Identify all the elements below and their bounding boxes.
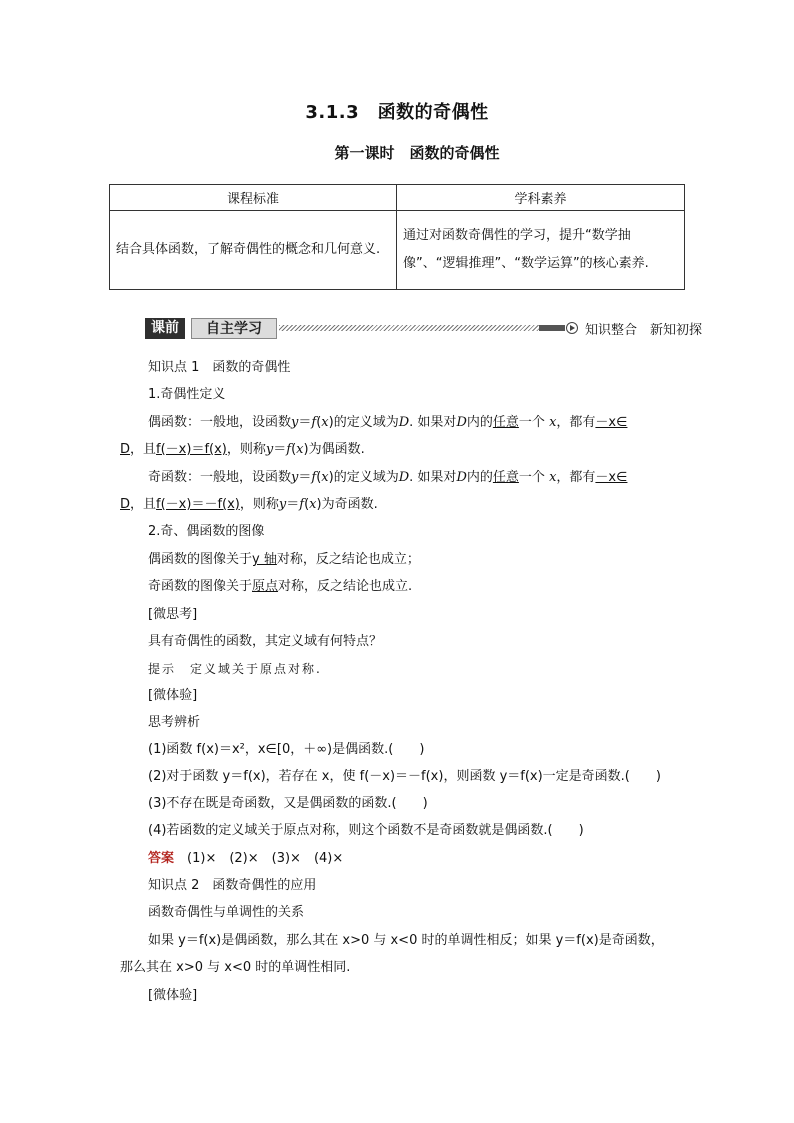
play-icon [566, 322, 578, 334]
question-3: (3)不存在既是奇函数，又是偶函数的函数.( ) [148, 796, 428, 811]
question-4: (4)若函数的定义域关于原点对称，则这个函数不是奇函数就是偶函数.( ) [148, 823, 584, 838]
k2-relation: 函数奇偶性与单调性的关系 [148, 905, 305, 920]
graph-even: 偶函数的图像关于y 轴对称，反之结论也成立； [148, 552, 420, 567]
question-1: (1)函数 f(x)＝x²，x∈[0，＋∞)是偶函数.( ) [148, 742, 425, 757]
answer-line [148, 849, 343, 869]
answer-text: (1)× (2)× (3)× (4)× [187, 851, 344, 866]
answer-label: 答案 [148, 851, 175, 866]
table-header-standard: 课程标准 [110, 185, 397, 211]
k2-micro-exp-label: [微体验] [148, 988, 198, 1003]
banner-tag-main: 自主学习 [191, 318, 277, 339]
analysis-label: 思考辨析 [148, 715, 201, 730]
question-text: 具有奇偶性的函数，其定义域有何特点？ [148, 634, 383, 649]
k2-title: 知识点 2 函数奇偶性的应用 [148, 878, 317, 893]
micro-exp-label: [微体验] [148, 688, 198, 703]
odd-def-line2: D，且f(－x)＝－f(x)，则称y＝f(x)为奇函数. [120, 497, 378, 512]
banner-tag-pre: 课前 [145, 318, 185, 339]
question-2: (2)对于函数 y＝f(x)，若存在 x，使 f(－x)＝－f(x)，则函数 y＝f(x)一定是奇函数.( ) [148, 769, 661, 784]
page-subtitle: 第一课时 函数的奇偶性 [334, 144, 500, 162]
table-cell-literacy: 通过对函数奇偶性的学习，提升“数学抽像”、“逻辑推理”、“数学运算”的核心素养. [397, 211, 685, 290]
k2-para-line2: 那么其在 x>0 与 x<0 时的单调性相同. [120, 960, 351, 975]
k1-title: 知识点 1 函数的奇偶性 [148, 360, 291, 375]
graph-odd: 奇函数的图像关于原点对称，反之结论也成立. [148, 579, 413, 594]
k1-def-title: 1.奇偶性定义 [148, 387, 226, 402]
banner-stripe [279, 325, 551, 331]
banner-stripe-dark [539, 325, 565, 331]
even-def-line1: 偶函数：一般地，设函数y＝f(x)的定义域为D. 如果对D内的任意一个 x，都有－x∈ [148, 415, 628, 430]
even-def-line2: D，且f(－x)＝f(x)，则称y＝f(x)为偶函数. [120, 442, 365, 457]
page-title: 3.1.3 函数的奇偶性 [305, 102, 489, 123]
k2-para-line1: 如果 y＝f(x)是偶函数，那么其在 x>0 与 x<0 时的单调性相反；如果 y＝f(x)是奇函数， [148, 933, 664, 948]
banner-right-label: 知识整合 新知初探 [585, 323, 703, 338]
section-banner [145, 316, 705, 342]
table-cell-standard: 结合具体函数，了解奇偶性的概念和几何意义. [110, 211, 397, 290]
odd-def-line1: 奇函数：一般地，设函数y＝f(x)的定义域为D. 如果对D内的任意一个 x，都有－x∈ [148, 470, 628, 485]
table-header-literacy: 学科素养 [397, 185, 685, 211]
graph-title: 2.奇、偶函数的图像 [148, 524, 265, 539]
micro-think-label: [微思考] [148, 607, 198, 622]
standards-table [109, 184, 685, 290]
hint-text: 提示 定义域关于原点对称. [148, 662, 322, 676]
